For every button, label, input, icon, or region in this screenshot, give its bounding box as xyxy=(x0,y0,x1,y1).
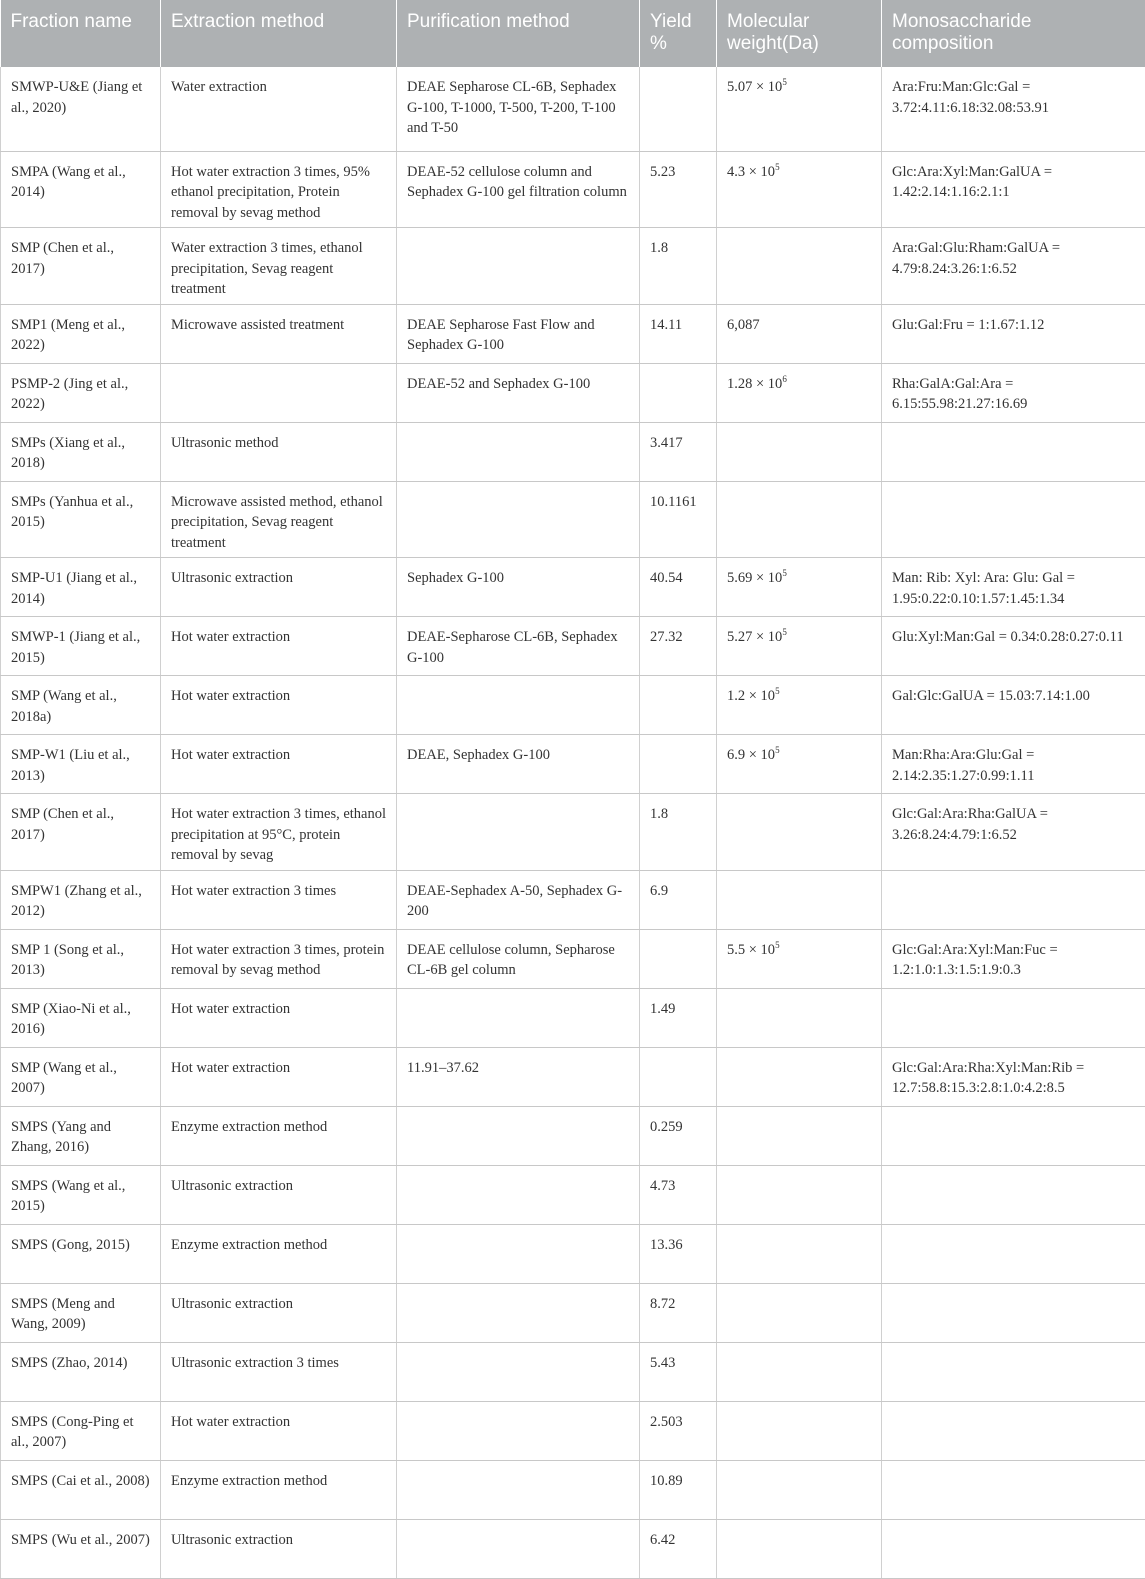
cell-extraction-method: Ultrasonic method xyxy=(161,422,397,481)
cell-monosaccharide-composition xyxy=(882,1401,1145,1460)
header-extraction-method: Extraction method xyxy=(161,0,397,67)
table-row xyxy=(1,151,1145,228)
cell-molecular-weight xyxy=(717,1224,882,1283)
cell-fraction-name: SMPs (Xiang et al., 2018) xyxy=(1,422,161,481)
cell-yield: 1.8 xyxy=(640,228,717,305)
cell-extraction-method: Hot water extraction xyxy=(161,988,397,1047)
header-monosaccharide-composition: Monosaccharide composition xyxy=(882,0,1145,67)
molecular-weight-value: 5.07 × 10 xyxy=(727,79,782,95)
table-row xyxy=(1,481,1145,558)
cell-fraction-name: PSMP-2 (Jing et al., 2022) xyxy=(1,363,161,422)
molecular-weight-value: 6,087 xyxy=(727,317,760,333)
cell-molecular-weight xyxy=(717,558,882,617)
cell-purification-method xyxy=(397,676,640,735)
cell-extraction-method: Ultrasonic extraction 3 times xyxy=(161,1342,397,1401)
cell-yield xyxy=(640,1047,717,1106)
cell-extraction-method: Water extraction 3 times, ethanol precipitation, Sevag reagent treatment xyxy=(161,228,397,305)
header-fraction-name: Fraction name xyxy=(1,0,161,67)
cell-molecular-weight xyxy=(717,481,882,558)
cell-purification-method xyxy=(397,481,640,558)
cell-extraction-method: Hot water extraction 3 times, protein removal by sevag method xyxy=(161,929,397,988)
cell-fraction-name: SMWP-U&E (Jiang et al., 2020) xyxy=(1,67,161,151)
cell-yield: 0.259 xyxy=(640,1106,717,1165)
table-row xyxy=(1,1401,1145,1460)
cell-extraction-method: Ultrasonic extraction xyxy=(161,1283,397,1342)
cell-yield: 27.32 xyxy=(640,617,717,676)
cell-monosaccharide-composition xyxy=(882,870,1145,929)
table-row xyxy=(1,1342,1145,1401)
molecular-weight-value: 6.9 × 10 xyxy=(727,747,775,763)
cell-fraction-name: SMP (Wang et al., 2007) xyxy=(1,1047,161,1106)
cell-molecular-weight xyxy=(717,1047,882,1106)
cell-fraction-name: SMPS (Zhao, 2014) xyxy=(1,1342,161,1401)
cell-molecular-weight xyxy=(717,870,882,929)
cell-fraction-name: SMP-U1 (Jiang et al., 2014) xyxy=(1,558,161,617)
cell-monosaccharide-composition: Man:Rha:Ara:Glu:Gal = 2.14:2.35:1.27:0.99:1.11 xyxy=(882,735,1145,794)
molecular-weight-exponent: 6 xyxy=(782,374,787,384)
cell-yield: 5.23 xyxy=(640,151,717,228)
cell-molecular-weight xyxy=(717,304,882,363)
cell-yield: 10.89 xyxy=(640,1460,717,1519)
cell-fraction-name: SMPS (Wang et al., 2015) xyxy=(1,1165,161,1224)
cell-purification-method xyxy=(397,988,640,1047)
cell-fraction-name: SMPA (Wang et al., 2014) xyxy=(1,151,161,228)
table-row xyxy=(1,617,1145,676)
cell-fraction-name: SMP (Xiao-Ni et al., 2016) xyxy=(1,988,161,1047)
cell-monosaccharide-composition: Gal:Glc:GalUA = 15.03:7.14:1.00 xyxy=(882,676,1145,735)
cell-yield: 6.9 xyxy=(640,870,717,929)
table-row xyxy=(1,929,1145,988)
table-row xyxy=(1,558,1145,617)
molecular-weight-value: 1.2 × 10 xyxy=(727,688,775,704)
table-row xyxy=(1,422,1145,481)
cell-molecular-weight xyxy=(717,1342,882,1401)
cell-monosaccharide-composition: Ara:Fru:Man:Glc:Gal = 3.72:4.11:6.18:32.08:53.91 xyxy=(882,67,1145,151)
cell-extraction-method: Ultrasonic extraction xyxy=(161,1519,397,1578)
table-row xyxy=(1,1283,1145,1342)
header-row xyxy=(1,0,1145,67)
table-row xyxy=(1,676,1145,735)
table-row xyxy=(1,988,1145,1047)
cell-yield: 3.417 xyxy=(640,422,717,481)
cell-purification-method xyxy=(397,1283,640,1342)
cell-molecular-weight xyxy=(717,988,882,1047)
cell-molecular-weight xyxy=(717,422,882,481)
cell-monosaccharide-composition: Man: Rib: Xyl: Ara: Glu: Gal = 1.95:0.22:0.10:1.57:1.45:1.34 xyxy=(882,558,1145,617)
cell-monosaccharide-composition xyxy=(882,1224,1145,1283)
cell-yield: 6.42 xyxy=(640,1519,717,1578)
cell-fraction-name: SMP1 (Meng et al., 2022) xyxy=(1,304,161,363)
cell-fraction-name: SMPS (Cai et al., 2008) xyxy=(1,1460,161,1519)
cell-fraction-name: SMPS (Cong-Ping et al., 2007) xyxy=(1,1401,161,1460)
cell-yield: 1.8 xyxy=(640,794,717,871)
cell-monosaccharide-composition xyxy=(882,1342,1145,1401)
cell-extraction-method: Hot water extraction xyxy=(161,676,397,735)
table-row xyxy=(1,363,1145,422)
cell-fraction-name: SMWP-1 (Jiang et al., 2015) xyxy=(1,617,161,676)
cell-yield: 10.1161 xyxy=(640,481,717,558)
cell-purification-method xyxy=(397,1401,640,1460)
table-row xyxy=(1,1165,1145,1224)
cell-purification-method: DEAE-Sephadex A-50, Sephadex G-200 xyxy=(397,870,640,929)
cell-purification-method: DEAE cellulose column, Sepharose CL-6B gel column xyxy=(397,929,640,988)
cell-molecular-weight xyxy=(717,794,882,871)
cell-purification-method xyxy=(397,1342,640,1401)
cell-extraction-method: Enzyme extraction method xyxy=(161,1460,397,1519)
cell-yield xyxy=(640,67,717,151)
molecular-weight-value: 4.3 × 10 xyxy=(727,164,775,180)
cell-yield xyxy=(640,735,717,794)
molecular-weight-value: 5.5 × 10 xyxy=(727,942,775,958)
cell-fraction-name: SMP 1 (Song et al., 2013) xyxy=(1,929,161,988)
cell-yield xyxy=(640,676,717,735)
cell-purification-method: DEAE, Sephadex G-100 xyxy=(397,735,640,794)
table-row xyxy=(1,794,1145,871)
cell-extraction-method: Hot water extraction xyxy=(161,1047,397,1106)
cell-monosaccharide-composition xyxy=(882,1283,1145,1342)
cell-extraction-method: Enzyme extraction method xyxy=(161,1224,397,1283)
cell-extraction-method: Hot water extraction 3 times, ethanol precipitation at 95°C, protein removal by sevag xyxy=(161,794,397,871)
table-row xyxy=(1,1519,1145,1578)
cell-extraction-method: Hot water extraction xyxy=(161,735,397,794)
cell-monosaccharide-composition: Glc:Gal:Ara:Rha:GalUA = 3.26:8.24:4.79:1:6.52 xyxy=(882,794,1145,871)
cell-yield: 5.43 xyxy=(640,1342,717,1401)
cell-fraction-name: SMP (Wang et al., 2018a) xyxy=(1,676,161,735)
cell-molecular-weight xyxy=(717,363,882,422)
cell-extraction-method: Hot water extraction 3 times, 95% ethanol precipitation, Protein removal by sevag method xyxy=(161,151,397,228)
cell-extraction-method: Hot water extraction xyxy=(161,1401,397,1460)
cell-monosaccharide-composition xyxy=(882,1106,1145,1165)
cell-purification-method: DEAE-52 and Sephadex G-100 xyxy=(397,363,640,422)
header-molecular-weight: Molecular weight(Da) xyxy=(717,0,882,67)
cell-fraction-name: SMPS (Meng and Wang, 2009) xyxy=(1,1283,161,1342)
molecular-weight-exponent: 5 xyxy=(775,745,780,755)
cell-fraction-name: SMP-W1 (Liu et al., 2013) xyxy=(1,735,161,794)
cell-fraction-name: SMPW1 (Zhang et al., 2012) xyxy=(1,870,161,929)
cell-extraction-method: Microwave assisted treatment xyxy=(161,304,397,363)
cell-molecular-weight xyxy=(717,67,882,151)
cell-purification-method: DEAE Sepharose Fast Flow and Sephadex G-100 xyxy=(397,304,640,363)
table-row xyxy=(1,870,1145,929)
table-row xyxy=(1,304,1145,363)
cell-purification-method: DEAE-52 cellulose column and Sephadex G-100 gel filtration column xyxy=(397,151,640,228)
cell-molecular-weight xyxy=(717,735,882,794)
cell-monosaccharide-composition: Glu:Gal:Fru = 1:1.67:1.12 xyxy=(882,304,1145,363)
cell-fraction-name: SMPS (Wu et al., 2007) xyxy=(1,1519,161,1578)
cell-yield: 2.503 xyxy=(640,1401,717,1460)
cell-molecular-weight xyxy=(717,1401,882,1460)
cell-fraction-name: SMPS (Yang and Zhang, 2016) xyxy=(1,1106,161,1165)
table-row xyxy=(1,1224,1145,1283)
cell-molecular-weight xyxy=(717,228,882,305)
cell-molecular-weight xyxy=(717,1106,882,1165)
cell-monosaccharide-composition xyxy=(882,1165,1145,1224)
table-row xyxy=(1,735,1145,794)
cell-purification-method xyxy=(397,1460,640,1519)
molecular-weight-exponent: 5 xyxy=(775,162,780,172)
cell-extraction-method: Ultrasonic extraction xyxy=(161,558,397,617)
cell-monosaccharide-composition: Glc:Gal:Ara:Rha:Xyl:Man:Rib = 12.7:58.8:15.3:2.8:1.0:4.2:8.5 xyxy=(882,1047,1145,1106)
cell-extraction-method: Hot water extraction xyxy=(161,617,397,676)
cell-purification-method: 11.91–37.62 xyxy=(397,1047,640,1106)
cell-yield: 4.73 xyxy=(640,1165,717,1224)
table-header xyxy=(1,0,1145,67)
cell-purification-method xyxy=(397,228,640,305)
cell-molecular-weight xyxy=(717,1460,882,1519)
cell-extraction-method xyxy=(161,363,397,422)
cell-monosaccharide-composition xyxy=(882,1519,1145,1578)
table-row xyxy=(1,228,1145,305)
cell-fraction-name: SMPS (Gong, 2015) xyxy=(1,1224,161,1283)
header-purification-method: Purification method xyxy=(397,0,640,67)
molecular-weight-exponent: 5 xyxy=(782,568,787,578)
cell-fraction-name: SMP (Chen et al., 2017) xyxy=(1,228,161,305)
cell-extraction-method: Hot water extraction 3 times xyxy=(161,870,397,929)
cell-monosaccharide-composition: Ara:Gal:Glu:Rham:GalUA = 4.79:8.24:3.26:1:6.52 xyxy=(882,228,1145,305)
cell-extraction-method: Ultrasonic extraction xyxy=(161,1165,397,1224)
molecular-weight-value: 5.27 × 10 xyxy=(727,629,782,645)
cell-monosaccharide-composition: Rha:GalA:Gal:Ara = 6.15:55.98:21.27:16.69 xyxy=(882,363,1145,422)
cell-yield xyxy=(640,929,717,988)
cell-fraction-name: SMP (Chen et al., 2017) xyxy=(1,794,161,871)
cell-purification-method xyxy=(397,422,640,481)
cell-purification-method xyxy=(397,1224,640,1283)
cell-fraction-name: SMPs (Yanhua et al., 2015) xyxy=(1,481,161,558)
cell-extraction-method: Enzyme extraction method xyxy=(161,1106,397,1165)
cell-monosaccharide-composition: Glu:Xyl:Man:Gal = 0.34:0.28:0.27:0.11 xyxy=(882,617,1145,676)
cell-monosaccharide-composition xyxy=(882,988,1145,1047)
cell-molecular-weight xyxy=(717,1283,882,1342)
cell-purification-method: DEAE Sepharose CL-6B, Sephadex G-100, T-1000, T-500, T-200, T-100 and T-50 xyxy=(397,67,640,151)
table-row xyxy=(1,1047,1145,1106)
cell-molecular-weight xyxy=(717,929,882,988)
cell-monosaccharide-composition xyxy=(882,1460,1145,1519)
cell-monosaccharide-composition: Glc:Gal:Ara:Xyl:Man:Fuc = 1.2:1.0:1.3:1.5:1.9:0.3 xyxy=(882,929,1145,988)
cell-purification-method: DEAE-Sepharose CL-6B, Sephadex G-100 xyxy=(397,617,640,676)
molecular-weight-exponent: 5 xyxy=(775,940,780,950)
cell-molecular-weight xyxy=(717,617,882,676)
molecular-weight-exponent: 5 xyxy=(782,627,787,637)
cell-molecular-weight xyxy=(717,1519,882,1578)
table-row xyxy=(1,1106,1145,1165)
cell-purification-method xyxy=(397,1106,640,1165)
cell-purification-method: Sephadex G-100 xyxy=(397,558,640,617)
cell-yield: 13.36 xyxy=(640,1224,717,1283)
molecular-weight-exponent: 5 xyxy=(782,77,787,87)
cell-extraction-method: Water extraction xyxy=(161,67,397,151)
molecular-weight-value: 5.69 × 10 xyxy=(727,570,782,586)
cell-extraction-method: Microwave assisted method, ethanol precipitation, Sevag reagent treatment xyxy=(161,481,397,558)
cell-yield: 1.49 xyxy=(640,988,717,1047)
cell-purification-method xyxy=(397,794,640,871)
molecular-weight-exponent: 5 xyxy=(775,686,780,696)
cell-molecular-weight xyxy=(717,151,882,228)
table-body xyxy=(1,67,1145,1578)
cell-molecular-weight xyxy=(717,676,882,735)
cell-yield: 14.11 xyxy=(640,304,717,363)
cell-molecular-weight xyxy=(717,1165,882,1224)
cell-yield xyxy=(640,363,717,422)
cell-purification-method xyxy=(397,1165,640,1224)
cell-yield: 40.54 xyxy=(640,558,717,617)
table-row xyxy=(1,1460,1145,1519)
cell-yield: 8.72 xyxy=(640,1283,717,1342)
cell-monosaccharide-composition xyxy=(882,481,1145,558)
table-row xyxy=(1,67,1145,151)
cell-monosaccharide-composition xyxy=(882,422,1145,481)
cell-monosaccharide-composition: Glc:Ara:Xyl:Man:GalUA = 1.42:2.14:1.16:2.1:1 xyxy=(882,151,1145,228)
header-yield: Yield % xyxy=(640,0,717,67)
molecular-weight-value: 1.28 × 10 xyxy=(727,376,782,392)
cell-purification-method xyxy=(397,1519,640,1578)
